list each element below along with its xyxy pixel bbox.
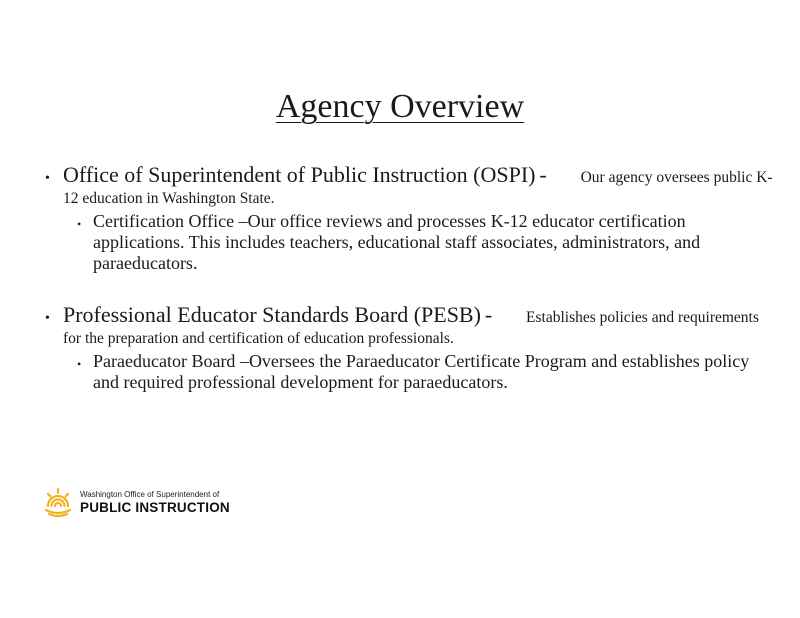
bullet-pesb (45, 304, 775, 349)
bullet-heading: Office of Superintendent of Public Instruction (OSPI) (63, 162, 536, 187)
logo-agency-line: Washington Office of Superintendent of (80, 490, 220, 499)
bullet-dash: - (539, 162, 547, 187)
sub-bullet-heading: Certification Office (93, 211, 235, 231)
sub-bullet-paraeducator-board (45, 351, 775, 393)
sub-bullet-description: Our office reviews and processes K-12 educator certification applications. This includes teachers, educational staff associates, administrators, and paraeducators. (93, 211, 701, 273)
slide-title: Agency Overview (275, 88, 525, 125)
bullet-description: Establishes policies and requirements for the preparation and certification of education professionals. (63, 309, 759, 347)
sub-bullet-certification-office (45, 211, 775, 274)
sub-bullet-dash: – (239, 351, 249, 371)
sub-bullet-description: Oversees the Paraeducator Certificate Program and establishes policy and required professional development for paraeducators. (93, 351, 750, 392)
bullet-heading: Professional Educator Standards Board (PESB) (63, 302, 481, 327)
bullet-icon: • (45, 171, 50, 186)
bullet-icon: • (77, 217, 82, 231)
bullet-icon: • (77, 357, 82, 371)
bullet-dash: - (484, 302, 493, 327)
bullet-description: Our agency oversees public K-12 education in Washington State. (63, 169, 773, 207)
ospi-logo (42, 486, 242, 522)
sub-bullet-heading: Paraeducator Board (93, 351, 236, 371)
sub-bullet-dash: – (238, 211, 248, 231)
bullet-icon: • (45, 311, 50, 326)
slide-content (45, 164, 775, 393)
ospi-sun-icon (42, 486, 74, 518)
logo-name-line: PUBLIC INSTRUCTION (80, 500, 230, 515)
bullet-ospi (45, 164, 775, 209)
